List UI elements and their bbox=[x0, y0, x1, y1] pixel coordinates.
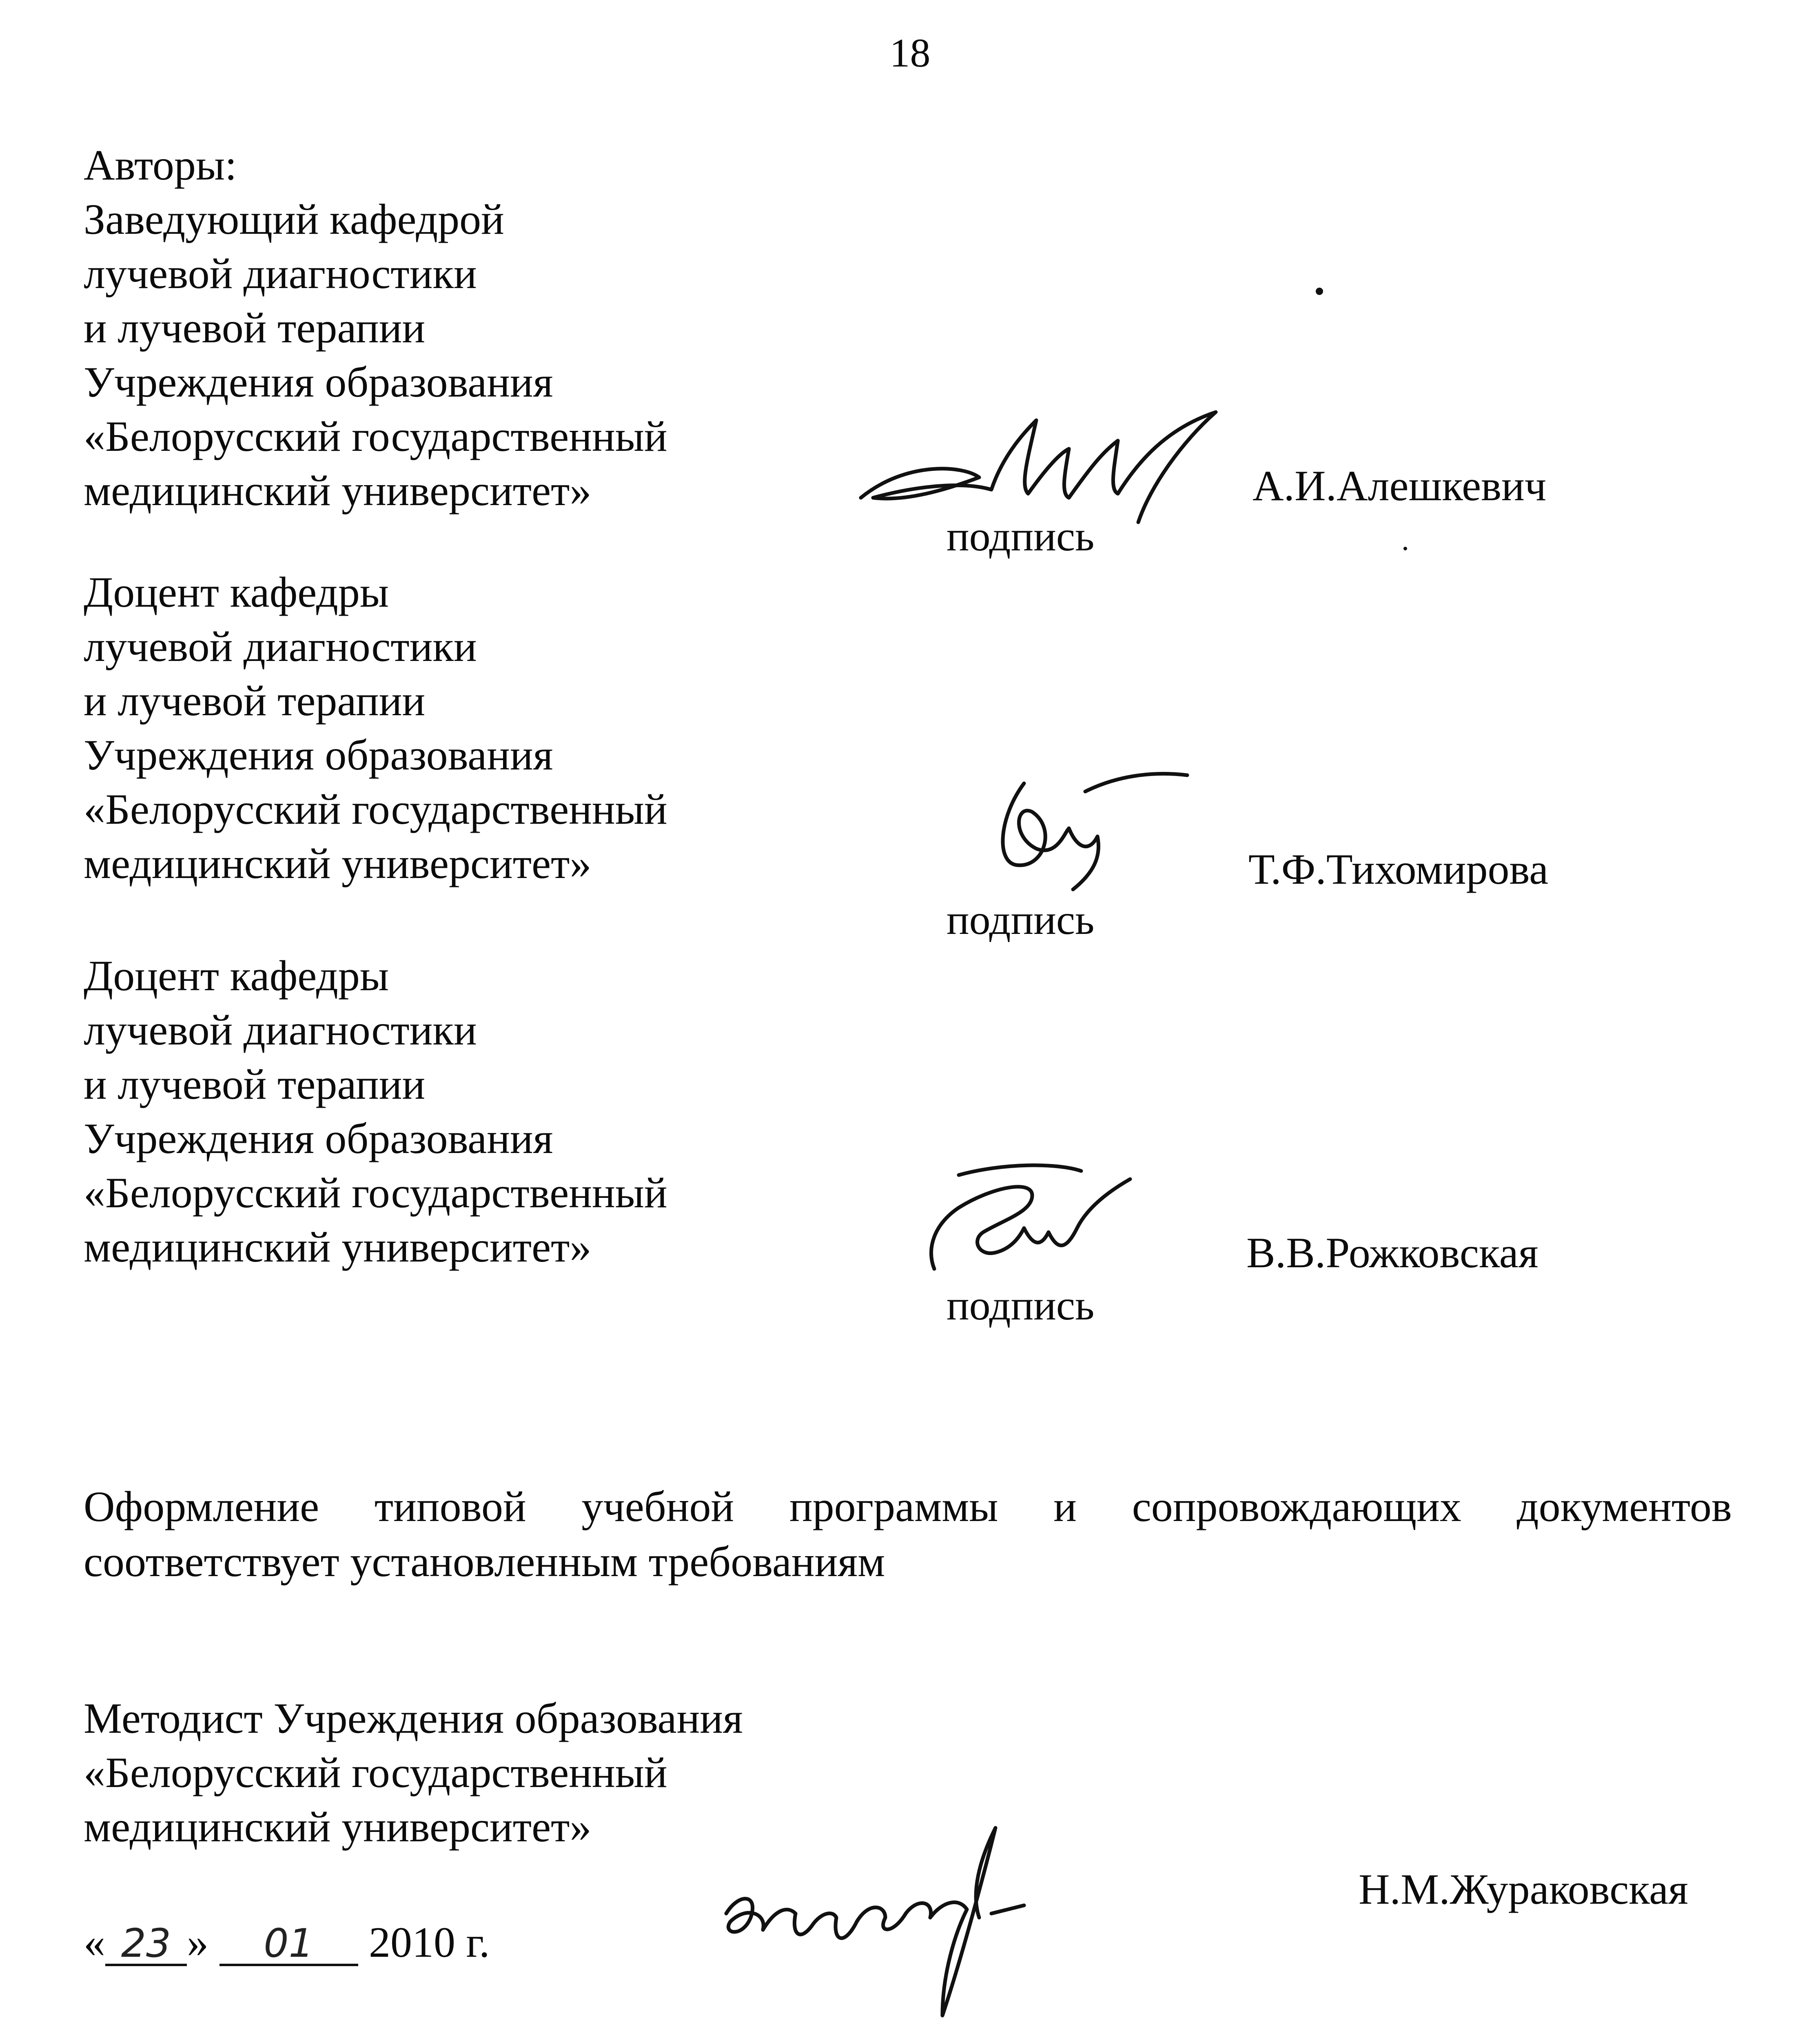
position-line: «Белорусский государственный bbox=[84, 412, 667, 460]
position-line: Методист Учреждения образования bbox=[84, 1694, 743, 1742]
methodist-block bbox=[84, 1691, 743, 1854]
compliance-line-1: Оформление типовой учебной программы и сопровождающих документов bbox=[84, 1483, 1732, 1530]
signature-3 bbox=[910, 1155, 1138, 1277]
position-line: Учреждения образования bbox=[84, 358, 553, 406]
position-line: «Белорусский государственный bbox=[84, 1169, 667, 1217]
position-line: Доцент кафедры bbox=[84, 568, 389, 616]
authors-heading: Авторы: bbox=[84, 141, 237, 189]
signature-caption: подпись bbox=[947, 1282, 1095, 1329]
signature-caption: подпись bbox=[947, 896, 1095, 943]
page-number: 18 bbox=[889, 30, 931, 75]
author-name: В.В.Рожковская bbox=[1246, 1229, 1538, 1277]
date-day: 23 bbox=[105, 1923, 187, 1966]
scan-speck bbox=[1403, 547, 1407, 550]
position-line: «Белорусский государственный bbox=[84, 785, 667, 833]
position-line: и лучевой терапии bbox=[84, 677, 426, 725]
position-line: и лучевой терапии bbox=[84, 304, 426, 352]
date-close-quote: » bbox=[187, 1918, 208, 1966]
position-line: Заведующий кафедрой bbox=[84, 195, 504, 243]
position-line: медицинский университет» bbox=[84, 1803, 592, 1851]
date-month: 01 bbox=[219, 1923, 358, 1966]
signature-methodist bbox=[714, 1812, 1081, 2024]
author-block-3 bbox=[84, 949, 667, 1274]
position-line: Доцент кафедры bbox=[84, 952, 389, 1000]
position-line: медицинский университет» bbox=[84, 1223, 592, 1271]
scan-speck bbox=[1316, 288, 1323, 295]
signature-caption: подпись bbox=[947, 513, 1095, 560]
position-line: лучевой диагностики bbox=[84, 1006, 477, 1054]
methodist-date bbox=[84, 1918, 490, 1967]
author-block-2 bbox=[84, 565, 667, 891]
methodist-name: Н.М.Жураковская bbox=[1359, 1865, 1688, 1913]
author-block-1 bbox=[84, 138, 667, 518]
compliance-paragraph bbox=[84, 1479, 1732, 1589]
position-line: Учреждения образования bbox=[84, 1115, 553, 1162]
position-line: медицинский университет» bbox=[84, 840, 592, 887]
position-line: и лучевой терапии bbox=[84, 1060, 426, 1108]
signature-1 bbox=[857, 404, 1224, 526]
position-line: лучевой диагностики bbox=[84, 250, 477, 297]
signature-2 bbox=[963, 767, 1191, 902]
compliance-line-2: соответствует установленным требованиям bbox=[84, 1538, 885, 1585]
position-line: лучевой диагностики bbox=[84, 623, 477, 670]
position-line: медицинский университет» bbox=[84, 467, 592, 514]
date-year: 2010 г. bbox=[369, 1918, 490, 1966]
author-name: Т.Ф.Тихомирова bbox=[1248, 845, 1549, 893]
position-line: «Белорусский государственный bbox=[84, 1749, 667, 1796]
author-name: А.И.Алешкевич bbox=[1252, 462, 1547, 510]
date-open-quote: « bbox=[84, 1918, 105, 1966]
position-line: Учреждения образования bbox=[84, 731, 553, 779]
